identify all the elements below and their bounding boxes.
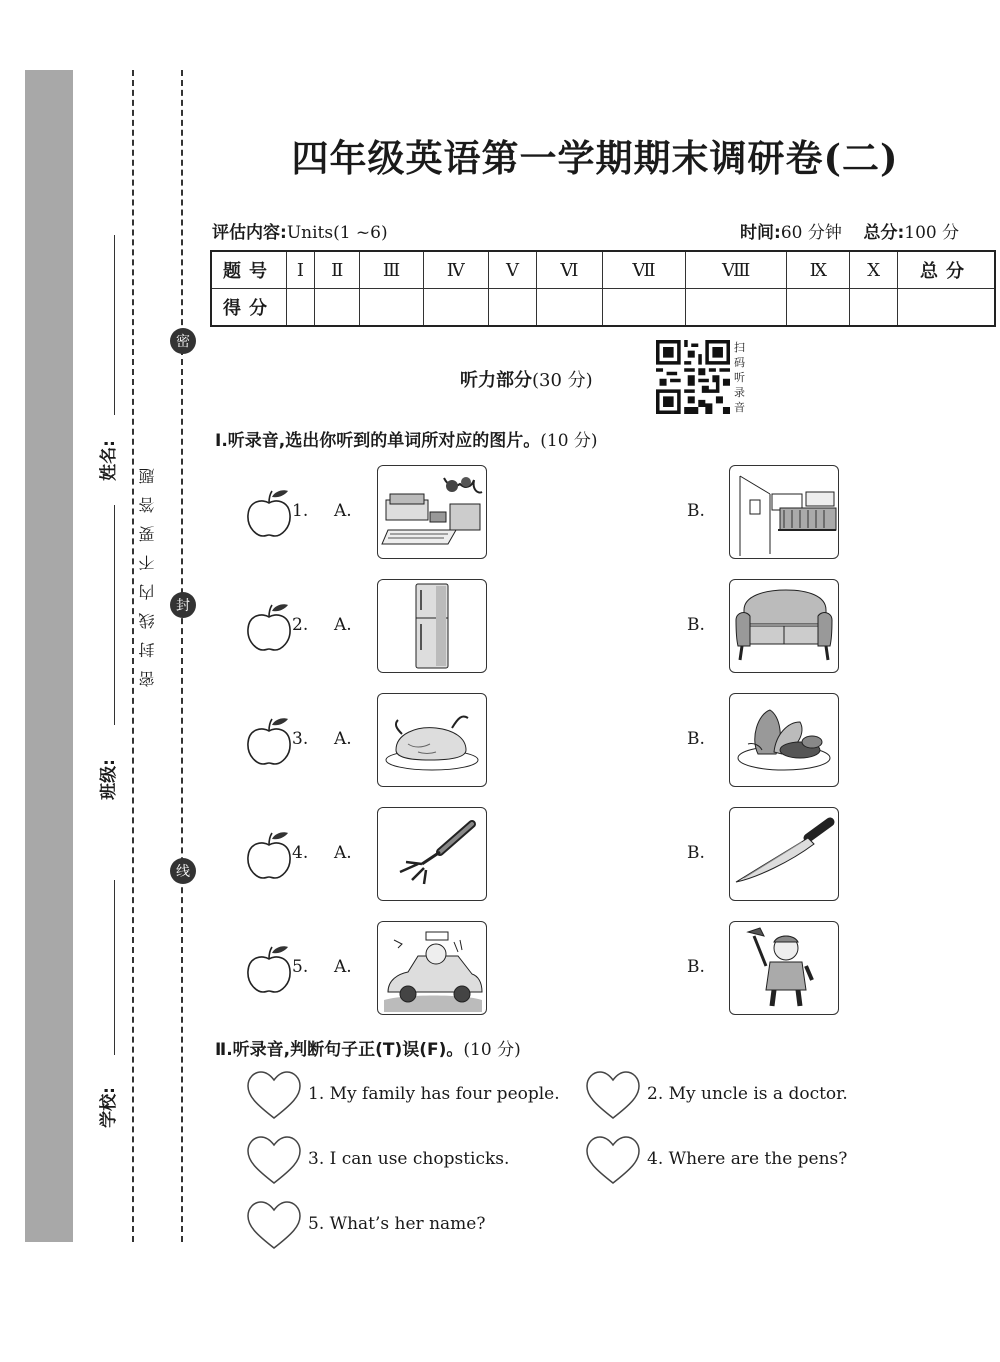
binding-margin-strip xyxy=(25,70,73,1242)
question-number: 1. xyxy=(292,501,309,521)
tf-item-3 xyxy=(246,1135,576,1191)
score-cell[interactable] xyxy=(537,289,603,327)
name-label: 姓名: xyxy=(98,440,119,481)
qr-caption: 扫码听录音 xyxy=(734,341,745,414)
option-b-label: B. xyxy=(687,729,705,749)
seal-mi: 密 xyxy=(170,328,196,354)
section-1-instruction: 听录音,选出你听到的单词所对应的图片。 xyxy=(227,431,541,451)
page-title: 四年级英语第一学期期末调研卷(二) xyxy=(291,136,899,180)
section-2-numeral: Ⅱ. xyxy=(215,1040,233,1060)
name-underline xyxy=(114,235,115,415)
school-label: 学校: xyxy=(98,1087,119,1128)
scope-label: 评估内容: xyxy=(212,223,287,243)
time-label: 时间: xyxy=(740,223,781,243)
score-cell[interactable] xyxy=(287,289,315,327)
section-1-points: (10 分) xyxy=(540,431,598,451)
question-number: 2. xyxy=(292,615,309,635)
class-underline xyxy=(114,505,115,725)
apple-answer-icon[interactable] xyxy=(246,943,292,995)
scope-line xyxy=(212,218,388,243)
listening-title xyxy=(460,366,593,392)
col-2: Ⅱ xyxy=(314,251,360,289)
time-total-line xyxy=(740,218,959,243)
kitchen-picture[interactable] xyxy=(729,465,839,559)
class-label: 班级: xyxy=(98,759,119,800)
knife-picture[interactable] xyxy=(729,807,839,901)
score-cell[interactable] xyxy=(360,289,423,327)
option-a-label: A. xyxy=(334,843,352,863)
apple-answer-icon[interactable] xyxy=(246,715,292,767)
score-cell[interactable] xyxy=(602,289,685,327)
score-table-score-row xyxy=(211,289,995,327)
question-5 xyxy=(246,921,846,1017)
question-number: 5. xyxy=(292,957,309,977)
col-7: Ⅶ xyxy=(602,251,685,289)
total-value: 100 分 xyxy=(904,223,960,243)
seal-notice: 密封线内不要答题 xyxy=(138,455,157,687)
vegetables-picture[interactable] xyxy=(729,693,839,787)
option-b-label: B. xyxy=(687,957,705,977)
tf-statement: 5. What’s her name? xyxy=(308,1214,486,1234)
qr-code-icon[interactable] xyxy=(656,340,730,414)
tf-item-1 xyxy=(246,1070,576,1126)
col-6: Ⅵ xyxy=(537,251,603,289)
taxi-driver-picture[interactable] xyxy=(377,921,487,1015)
heart-answer-icon[interactable] xyxy=(585,1070,641,1122)
col-5: Ⅴ xyxy=(488,251,536,289)
option-b-label: B. xyxy=(687,843,705,863)
col-8: Ⅷ xyxy=(686,251,787,289)
score-cell[interactable] xyxy=(423,289,488,327)
score-cell-total[interactable] xyxy=(898,289,996,327)
listening-points: (30 分) xyxy=(532,370,593,391)
col-10: Ⅹ xyxy=(850,251,898,289)
seal-xian: 线 xyxy=(170,858,196,884)
question-1 xyxy=(246,465,846,561)
living-room-picture[interactable] xyxy=(377,465,487,559)
section-2-instruction: 听录音,判断句子正(T)误(F)。 xyxy=(232,1040,464,1060)
option-a-label: A. xyxy=(334,615,352,635)
col-4: Ⅳ xyxy=(423,251,488,289)
heart-answer-icon[interactable] xyxy=(246,1200,302,1252)
score-cell[interactable] xyxy=(488,289,536,327)
section-2-title xyxy=(215,1035,521,1060)
question-number-label: 题号 xyxy=(211,251,287,289)
heart-answer-icon[interactable] xyxy=(246,1135,302,1187)
col-9: Ⅸ xyxy=(787,251,850,289)
question-4 xyxy=(246,807,846,903)
total-label: 总分: xyxy=(863,223,905,243)
option-b-label: B. xyxy=(687,615,705,635)
score-table-header-row xyxy=(211,251,995,289)
option-a-label: A. xyxy=(334,729,352,749)
section-1-title xyxy=(215,426,598,451)
seal-feng: 封 xyxy=(170,592,196,618)
farmer-picture[interactable] xyxy=(729,921,839,1015)
apple-answer-icon[interactable] xyxy=(246,487,292,539)
outer-cut-line xyxy=(181,70,183,1242)
tf-item-2 xyxy=(585,1070,915,1126)
apple-answer-icon[interactable] xyxy=(246,601,292,653)
time-value: 60 分钟 xyxy=(780,223,842,243)
question-2 xyxy=(246,579,846,675)
col-1: Ⅰ xyxy=(287,251,315,289)
option-a-label: A. xyxy=(334,501,352,521)
col-3: Ⅲ xyxy=(360,251,423,289)
section-2-points: (10 分) xyxy=(463,1040,521,1060)
score-cell[interactable] xyxy=(686,289,787,327)
option-a-label: A. xyxy=(334,957,352,977)
total-score-label: 总分 xyxy=(898,251,996,289)
score-table xyxy=(210,250,996,327)
heart-answer-icon[interactable] xyxy=(585,1135,641,1187)
school-underline xyxy=(114,880,115,1055)
tf-statement: 4. Where are the pens? xyxy=(647,1149,848,1169)
inner-cut-line xyxy=(132,70,134,1242)
fork-picture[interactable] xyxy=(377,807,487,901)
scope-value: Units(1 ~6) xyxy=(286,223,388,243)
tf-statement: 3. I can use chopsticks. xyxy=(308,1149,510,1169)
score-label: 得分 xyxy=(211,289,287,327)
tf-item-4 xyxy=(585,1135,915,1191)
fridge-picture[interactable] xyxy=(377,579,487,673)
heart-answer-icon[interactable] xyxy=(246,1070,302,1122)
tf-item-5 xyxy=(246,1200,576,1256)
listening-title-text: 听力部分 xyxy=(460,370,532,391)
score-cell[interactable] xyxy=(850,289,898,327)
tf-statement: 2. My uncle is a doctor. xyxy=(647,1084,848,1104)
score-cell[interactable] xyxy=(787,289,850,327)
question-3 xyxy=(246,693,846,789)
question-number: 4. xyxy=(292,843,309,863)
sofa-picture[interactable] xyxy=(729,579,839,673)
tf-statement: 1. My family has four people. xyxy=(308,1084,560,1104)
section-1-numeral: Ⅰ. xyxy=(215,431,228,451)
option-b-label: B. xyxy=(687,501,705,521)
score-cell[interactable] xyxy=(314,289,360,327)
question-number: 3. xyxy=(292,729,309,749)
roast-chicken-picture[interactable] xyxy=(377,693,487,787)
apple-answer-icon[interactable] xyxy=(246,829,292,881)
